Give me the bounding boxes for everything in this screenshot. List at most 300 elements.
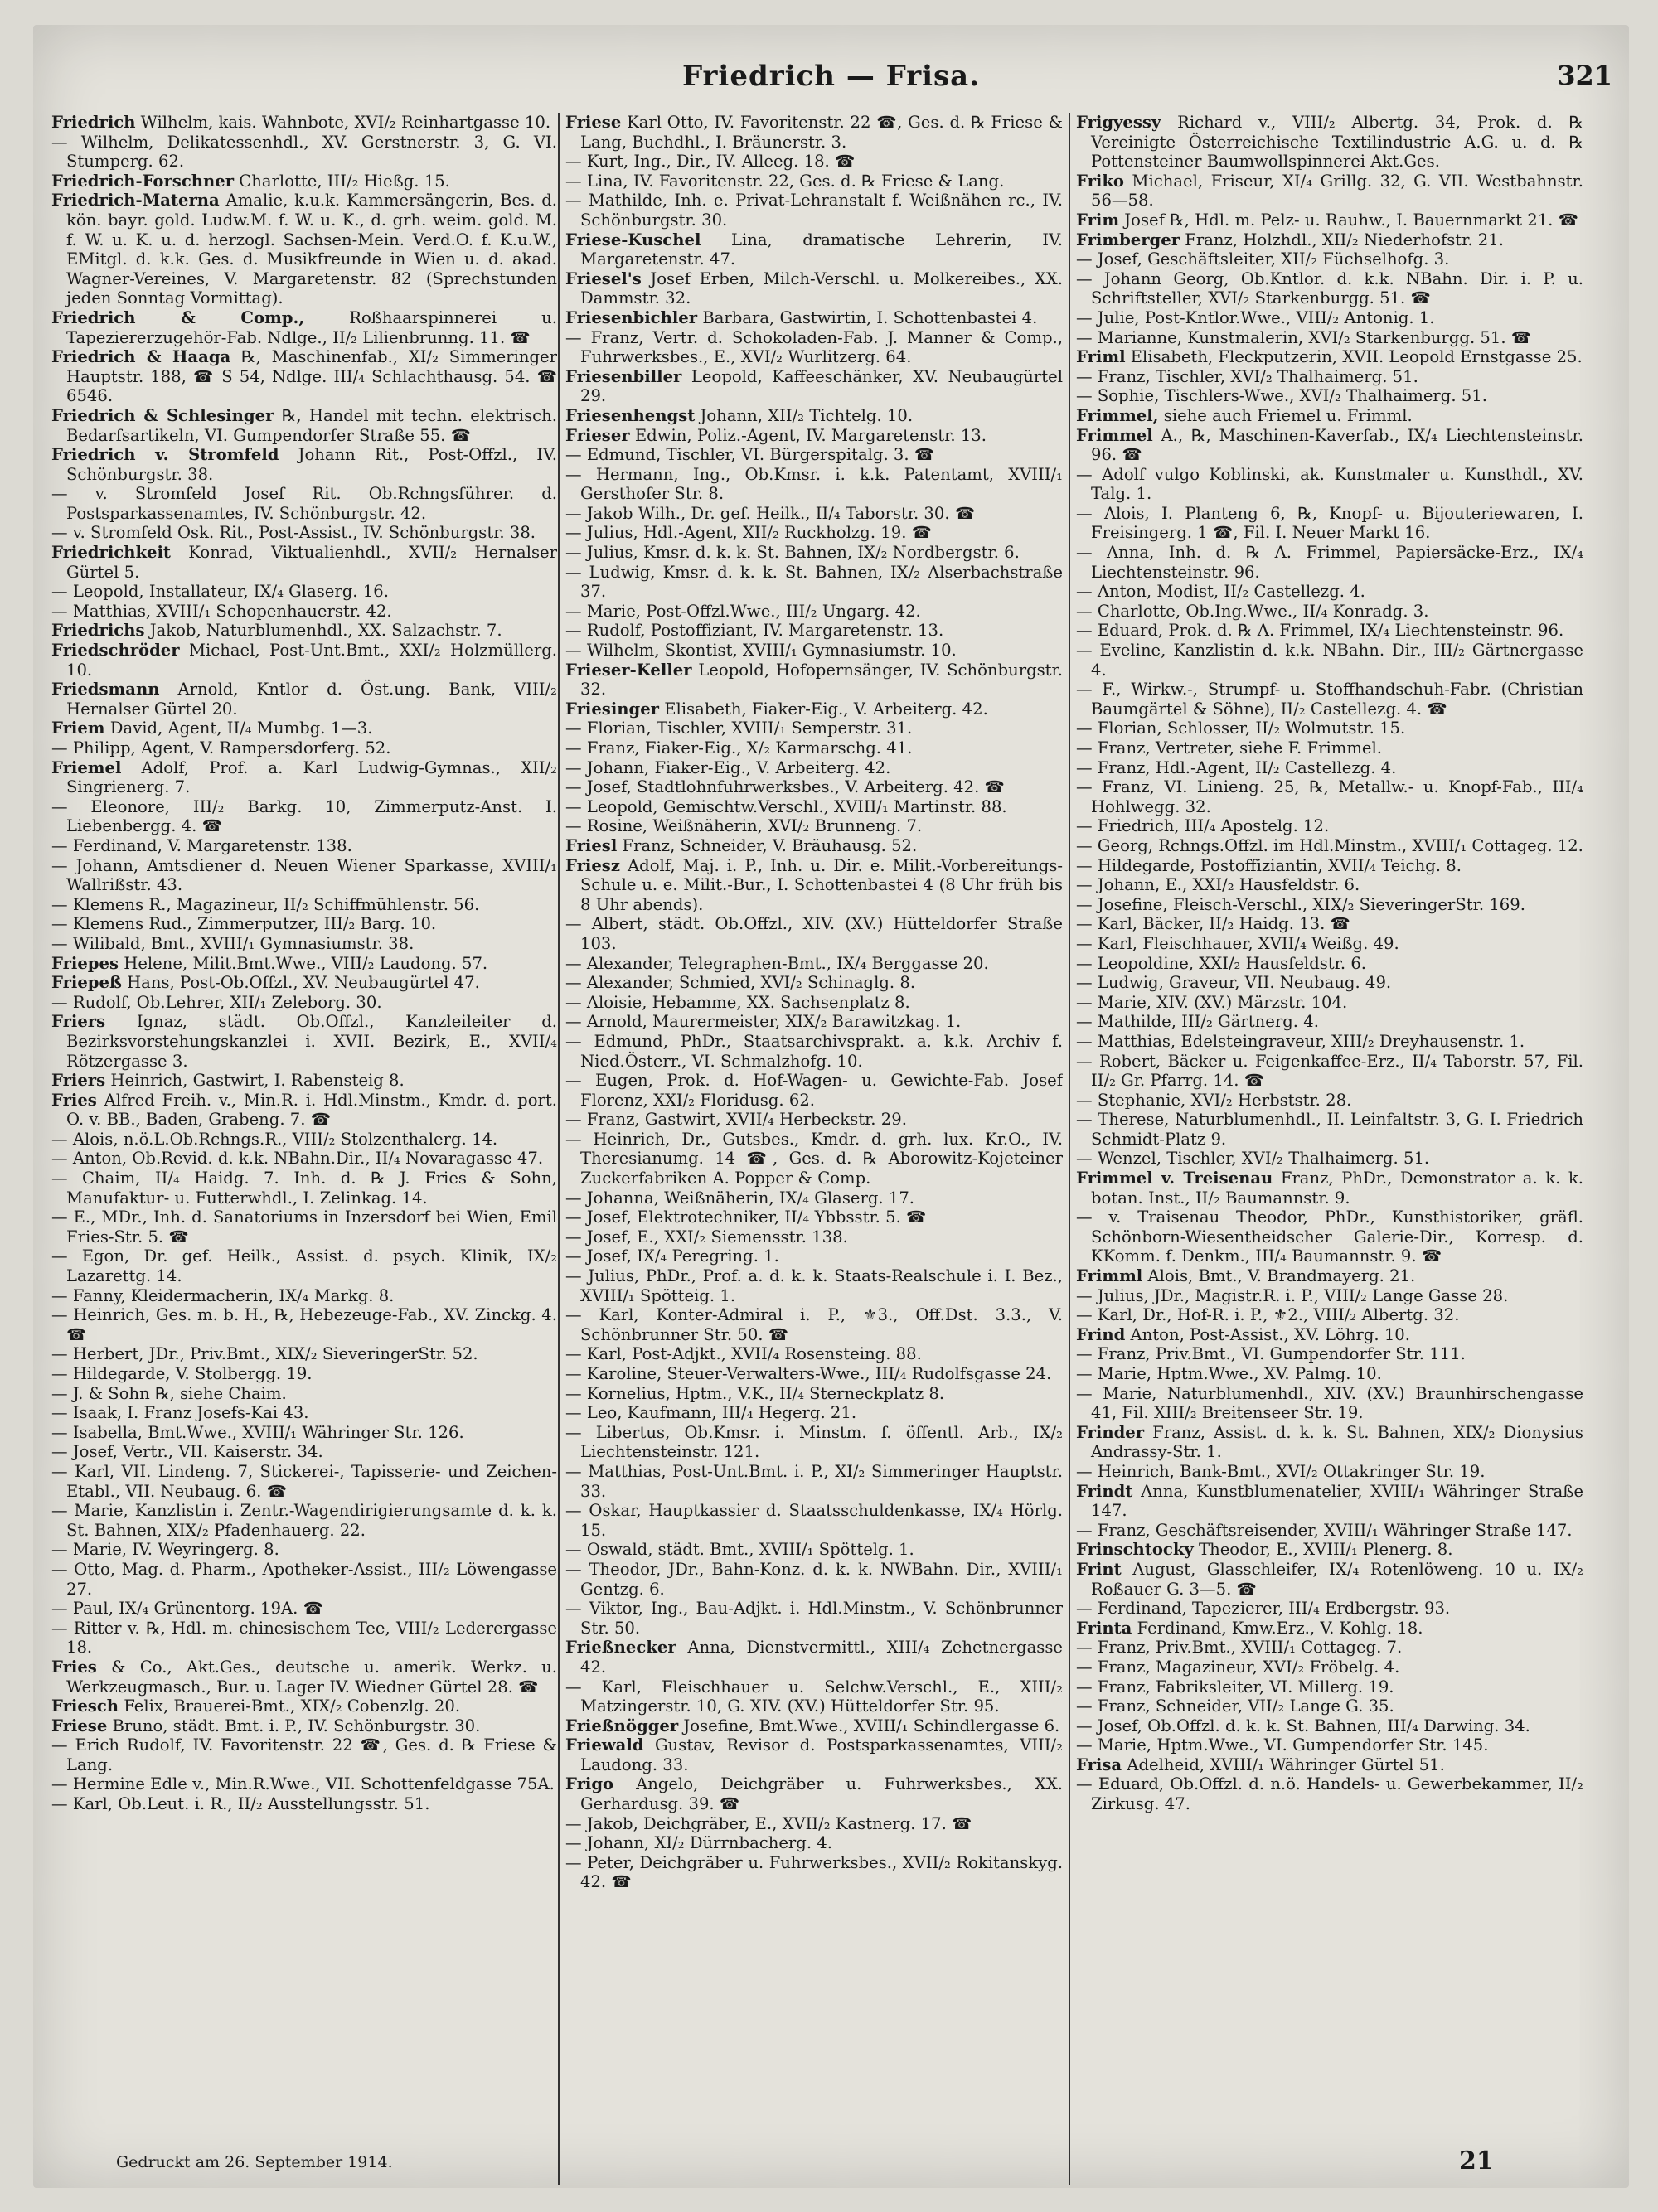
directory-entry: [565, 1266, 1063, 1305]
directory-entry: [565, 1032, 1063, 1071]
directory-entry: [1076, 426, 1583, 465]
entry-details: — Rosine, Weißnäherin, XVI/₂ Brunneng. 7.: [565, 816, 923, 836]
entry-details: Franz, PhDr., Demonstrator a. k. k. botan. Inst., II/₂ Baumannstr. 9.: [1091, 1169, 1583, 1208]
entry-details: Edwin, Poliz.-Agent, IV. Margaretenstr. 13.: [629, 425, 987, 445]
directory-entry: [51, 113, 557, 133]
directory-entry: [1076, 856, 1583, 876]
entry-details: — Lina, IV. Favoritenstr. 22, Ges. d. ℞ Friese & Lang.: [565, 171, 1005, 191]
entry-details: — Klemens Rud., Zimmerputzer, III/₂ Barg. 10.: [51, 914, 437, 934]
directory-entry: [51, 1071, 557, 1091]
directory-entry: [51, 1130, 557, 1150]
directory-entry: [1076, 1716, 1583, 1736]
entry-surname: Friese: [565, 113, 622, 132]
directory-entry: [51, 523, 557, 543]
directory-entry: [51, 914, 557, 934]
entry-details: — Heinrich, Dr., Gutsbes., Kmdr. d. grh. lux. Kr.O., IV. Theresianumg. 14 ☎, Ges. d. ℞ Aborowitz-Kojeteiner Zuckerfabriken A. Popper & Comp.: [565, 1129, 1063, 1188]
directory-entry: [51, 1501, 557, 1540]
entry-details: — Eugen, Prok. d. Hof-Wagen- u. Gewichte-Fab. Josef Florenz, XXI/₂ Floridusg. 62.: [565, 1071, 1063, 1110]
entry-details: — Karl, Fleischhauer u. Selchw.Verschl., E., XIII/₂ Matzingerstr. 10, G. XIV. (XV.) Hütteldorfer Str. 95.: [565, 1677, 1063, 1716]
directory-entry: [1076, 1110, 1583, 1149]
entry-details: — Anton, Modist, II/₂ Castellezg. 4.: [1076, 582, 1365, 602]
column-3: [1076, 113, 1583, 2160]
directory-entry: [1076, 1032, 1583, 1052]
directory-entry: [1076, 758, 1583, 778]
directory-entry: [1076, 738, 1583, 758]
entry-surname: Frimmel,: [1076, 405, 1159, 425]
entry-surname: Frindt: [1076, 1481, 1133, 1501]
page-title: Friedrich — Frisa.: [681, 60, 981, 93]
directory-entry: [1076, 543, 1583, 582]
entry-surname: Friers: [51, 1071, 106, 1091]
entry-details: Wilhelm, kais. Wahnbote, XVI/₂ Reinhartgasse 10.: [135, 113, 551, 132]
entry-surname: Frint: [1076, 1559, 1122, 1579]
entry-details: Jakob, Naturblumenhdl., XX. Salzachstr. 7.: [144, 621, 502, 641]
directory-entry: [565, 1560, 1063, 1599]
directory-entry: [51, 1735, 557, 1774]
directory-entry: [565, 1130, 1063, 1188]
directory-entry: [1076, 914, 1583, 934]
directory-entry: [1076, 504, 1583, 543]
entry-details: — Marie, Kanzlistin i. Zentr.-Wagendirigierungsamte d. k. k. St. Bahnen, XIX/₂ Pfadenhauerg. 22.: [51, 1501, 557, 1540]
directory-entry: [565, 1853, 1063, 1892]
directory-entry: [1076, 1208, 1583, 1266]
entry-details: — Kurt, Ing., Dir., IV. Alleeg. 18. ☎: [565, 152, 856, 172]
entry-surname: Friedsmann: [51, 680, 160, 699]
directory-entry: [1076, 777, 1583, 816]
entry-surname: Friesenbiller: [565, 366, 682, 386]
column-divider: [1069, 113, 1070, 2185]
directory-entry: [1076, 1638, 1583, 1658]
directory-entry: [1076, 875, 1583, 895]
directory-entry: [51, 738, 557, 758]
entry-surname: Friedrichkeit: [51, 543, 171, 563]
entry-details: — Rudolf, Ob.Lehrer, XII/₁ Zeleborg. 30.: [51, 992, 382, 1012]
directory-entry: [51, 1384, 557, 1404]
entry-details: Anna, Dienstvermittl., XIII/₄ Zehetnergasse 42.: [580, 1638, 1063, 1677]
entry-details: — Florian, Schlosser, II/₂ Wolmutstr. 15.: [1076, 719, 1406, 738]
directory-entry: [1076, 1169, 1583, 1208]
entry-details: — Alois, I. Planteng 6, ℞, Knopf- u. Bijouteriewaren, I. Freisingerg. 1 ☎, Fil. I. Neuer Markt 16.: [1076, 503, 1583, 543]
entry-details: — v. Stromfeld Osk. Rit., Post-Assist., IV. Schönburgstr. 38.: [51, 523, 536, 543]
directory-entry: [51, 1364, 557, 1384]
directory-entry: [1076, 1755, 1583, 1775]
entry-details: — Karl, VII. Lindeng. 7, Stickerei-, Tapisserie- und Zeichen-Etabl., VII. Neubaug. 6. ☎: [51, 1461, 557, 1501]
entry-details: Hans, Post-Ob.Offzl., XV. Neubaugürtel 47.: [121, 973, 480, 993]
entry-details: — Karl, Ob.Leut. i. R., II/₂ Ausstellungsstr. 51.: [51, 1794, 430, 1814]
entry-details: Konrad, Viktualienhdl., XVII/₂ Hernalser Gürtel 5.: [66, 543, 557, 582]
entry-details: — Egon, Dr. gef. Heilk., Assist. d. psych. Klinik, IX/₂ Lazarettg. 14.: [51, 1246, 557, 1286]
entry-surname: Frinta: [1076, 1618, 1132, 1638]
entry-surname: Friesel's: [565, 269, 642, 288]
entry-details: — Franz, Magazineur, XVI/₂ Fröbelg. 4.: [1076, 1657, 1400, 1677]
entry-surname: Frind: [1076, 1324, 1126, 1344]
directory-entry: [565, 602, 1063, 622]
directory-entry: [51, 758, 557, 797]
entry-details: — Chaim, II/₄ Haidg. 7. Inh. d. ℞ J. Fries & Sohn, Manufaktur- u. Futterwhdl., I. Zelinkag. 14.: [51, 1169, 557, 1208]
directory-entry: [1076, 621, 1583, 641]
entry-details: — Johann, Amtsdiener d. Neuen Wiener Sparkasse, XVIII/₁ Wallrißstr. 43.: [51, 855, 557, 895]
entry-details: — Matthias, XVIII/₁ Schopenhauerstr. 42.: [51, 601, 392, 621]
entry-details: — Johann, XI/₂ Dürrnbacherg. 4.: [565, 1833, 832, 1853]
directory-entry: [565, 1814, 1063, 1834]
directory-entry: [1076, 1091, 1583, 1111]
entry-surname: Friesinger: [565, 699, 660, 719]
directory-entry: [51, 1169, 557, 1208]
entry-details: — Hildegarde, V. Stolbergg. 19.: [51, 1364, 313, 1383]
entry-details: Michael, Friseur, XI/₄ Grillg. 32, G. VII. Westbahnstr. 56—58.: [1091, 171, 1583, 211]
entry-details: Alfred Freih. v., Min.R. i. Hdl.Minstm., Kmdr. d. port. O. v. BB., Baden, Grabeng. 7. ☎: [66, 1090, 557, 1130]
directory-entry: [565, 230, 1063, 269]
directory-entry: [565, 523, 1063, 543]
entry-details: — Matthias, Post-Unt.Bmt. i. P., XI/₂ Simmeringer Hauptstr. 33.: [565, 1461, 1063, 1501]
entry-details: — Ritter v. ℞, Hdl. m. chinesischem Tee, VIII/₂ Lederergasse 18.: [51, 1618, 557, 1658]
entry-details: — Franz, Fiaker-Eig., X/₂ Karmarschg. 41.: [565, 738, 913, 758]
entry-details: — Eduard, Prok. d. ℞ A. Frimmel, IX/₄ Liechtensteinstr. 96.: [1076, 621, 1564, 641]
entry-details: — E., MDr., Inh. d. Sanatoriums in Inzersdorf bei Wien, Emil Fries-Str. 5. ☎: [51, 1208, 557, 1246]
entry-details: — Marie, Post-Offzl.Wwe., III/₂ Ungarg. 42.: [565, 601, 921, 621]
entry-details: — Anton, Ob.Revid. d. k.k. NBahn.Dir., II/₄ Novaragasse 47.: [51, 1149, 544, 1169]
entry-surname: Frimml: [1076, 1266, 1143, 1286]
directory-entry: [51, 445, 557, 484]
entry-details: — Kornelius, Hptm., V.K., II/₄ Sterneckplatz 8.: [565, 1383, 945, 1403]
entry-surname: Frießnögger: [565, 1716, 679, 1735]
directory-entry: [1076, 1774, 1583, 1813]
entry-details: siehe auch Friemel u. Frimml.: [1158, 405, 1413, 425]
entry-details: — Ludwig, Kmsr. d. k. k. St. Bahnen, IX/₂ Alserbachstraße 37.: [565, 562, 1063, 602]
entry-details: — Marie, Hptm.Wwe., VI. Gumpendorfer Str. 145.: [1076, 1735, 1489, 1755]
entry-details: Barbara, Gastwirtin, I. Schottenbastei 4.: [697, 307, 1038, 327]
directory-entry: [1076, 973, 1583, 993]
entry-details: — Johann, E., XXI/₂ Hausfeldstr. 6.: [1076, 875, 1360, 895]
directory-entry: [565, 563, 1063, 602]
directory-entry: [51, 1658, 557, 1697]
directory-entry: [51, 1560, 557, 1599]
entry-details: — Franz, Vertr. d. Schokoladen-Fab. J. Manner & Comp., Fuhrwerksbes., E., XVI/₂ Wurlitzerg. 64.: [565, 327, 1063, 367]
entry-details: Roßhaarspinnerei u. Tapeziererzugehör-Fab. Ndlge., II/₂ Lilienbrunng. 11. ☎: [66, 307, 557, 347]
directory-entry: [565, 1188, 1063, 1208]
entry-details: — Franz, Schneider, VII/₂ Lange G. 35.: [1076, 1697, 1394, 1716]
entry-details: — Franz, Gastwirt, XVII/₄ Herbeckstr. 29.: [565, 1110, 907, 1130]
directory-entry: [51, 1619, 557, 1658]
entry-surname: Friedrich & Comp.,: [51, 307, 305, 327]
directory-entry: [51, 1286, 557, 1306]
entry-details: — Franz, Vertreter, siehe F. Frimmel.: [1076, 738, 1382, 758]
directory-entry: [565, 269, 1063, 308]
entry-details: Karl Otto, IV. Favoritenstr. 22 ☎, Ges. d. ℞ Friese & Lang, Buchdhl., I. Bräunerstr. 3.: [580, 113, 1063, 152]
directory-entry: [565, 445, 1063, 465]
entry-details: Anton, Post-Assist., XV. Löhrg. 10.: [1125, 1324, 1410, 1344]
entry-details: — Johanna, Weißnäherin, IX/₄ Glaserg. 17.: [565, 1188, 915, 1208]
directory-entry: [565, 172, 1063, 191]
entry-surname: Frieser-Keller: [565, 660, 692, 680]
directory-entry: [51, 973, 557, 993]
directory-entry: [565, 621, 1063, 641]
entry-details: — Viktor, Ing., Bau-Adjkt. i. Hdl.Minstm., V. Schönbrunner Str. 50.: [565, 1599, 1063, 1638]
page-number: 321: [1557, 60, 1612, 91]
directory-entry: [51, 856, 557, 895]
entry-details: — Libertus, Ob.Kmsr. i. Minstm. f. öffentl. Arb., IX/₂ Liechtensteinstr. 121.: [565, 1422, 1063, 1462]
directory-entry: [565, 1227, 1063, 1247]
entry-details: Franz, Schneider, V. Bräuhausg. 52.: [617, 835, 918, 855]
entry-details: — Julie, Post-Kntlor.Wwe., VIII/₂ Antonig. 1.: [1076, 307, 1435, 327]
entry-details: — Klemens R., Magazineur, II/₂ Schiffmühlenstr. 56.: [51, 894, 480, 914]
entry-details: Elisabeth, Fleckputzerin, XVII. Leopold Ernstgasse 25.: [1125, 347, 1583, 367]
entry-details: — Franz, Tischler, XVI/₂ Thalhaimerg. 51.: [1076, 366, 1418, 386]
directory-entry: [565, 113, 1063, 152]
entry-surname: Friedrich: [51, 113, 136, 132]
entry-details: — v. Stromfeld Josef Rit. Ob.Rchngsführer. d. Postsparkassenamtes, IV. Schönburgstr. 42.: [51, 484, 557, 523]
entry-surname: Frinder: [1076, 1422, 1145, 1442]
entry-surname: Friedrichs: [51, 621, 145, 641]
entry-surname: Frigyessy: [1076, 113, 1161, 132]
entry-details: Josefine, Bmt.Wwe., XVIII/₁ Schindlergasse 6.: [678, 1716, 1060, 1735]
entry-details: — Karl, Dr., Hof-R. i. P., ⚜2., VIII/₂ Albertg. 32.: [1076, 1305, 1460, 1325]
entry-details: — Karl, Post-Adjkt., XVII/₄ Rosensteing. 88.: [565, 1344, 922, 1364]
directory-entry: [1076, 172, 1583, 211]
entry-details: Johann Rit., Post-Offzl., IV. Schönburgstr. 38.: [66, 445, 557, 484]
entry-details: Leopold, Hofopernsänger, IV. Schönburgstr. 32.: [580, 660, 1063, 699]
entry-details: — Heinrich, Bank-Bmt., XVI/₂ Ottakringer Str. 19.: [1076, 1461, 1486, 1481]
entry-details: — Josef, Ob.Offzl. d. k. k. St. Bahnen, III/₄ Darwing. 34.: [1076, 1716, 1530, 1735]
directory-entry: [565, 719, 1063, 738]
directory-entry: [565, 973, 1063, 993]
entry-details: — Ferdinand, Tapezierer, III/₄ Erdbergstr. 93.: [1076, 1599, 1451, 1619]
entry-surname: Frigo: [565, 1774, 614, 1794]
entry-details: — Josef, E., XXI/₂ Siemensstr. 138.: [565, 1227, 848, 1246]
directory-entry: [565, 1071, 1063, 1110]
entry-surname: Fries: [51, 1657, 97, 1677]
entry-details: — Wenzel, Tischler, XVI/₂ Thalhaimerg. 51.: [1076, 1149, 1430, 1169]
directory-entry: [1076, 816, 1583, 836]
entry-surname: Friese-Kuschel: [565, 230, 701, 249]
entry-surname: Frim: [1076, 210, 1120, 230]
entry-details: — Stephanie, XVI/₂ Herbststr. 28.: [1076, 1090, 1352, 1110]
directory-entry: [1076, 602, 1583, 622]
directory-entry: [1076, 1482, 1583, 1521]
entry-details: — Erich Rudolf, IV. Favoritenstr. 22 ☎, Ges. d. ℞ Friese & Lang.: [51, 1735, 557, 1774]
directory-entry: [1076, 230, 1583, 250]
entry-details: — Eduard, Ob.Offzl. d. n.ö. Handels- u. Gewerbekammer, II/₂ Zirkusg. 47.: [1076, 1774, 1583, 1814]
directory-entry: [1076, 249, 1583, 269]
entry-details: — Hermann, Ing., Ob.Kmsr. i. k.k. Patentamt, XVIII/₁ Gersthofer Str. 8.: [565, 464, 1063, 504]
directory-entry: [51, 621, 557, 641]
entry-surname: Friml: [1076, 347, 1126, 367]
directory-entry: [565, 856, 1063, 915]
directory-entry: [51, 895, 557, 915]
entry-details: — Karl, Fleischhauer, XVII/₄ Weißg. 49.: [1076, 933, 1399, 953]
entry-details: — Wilibald, Bmt., XVIII/₁ Gymnasiumstr. 38.: [51, 933, 414, 953]
entry-details: Adolf, Prof. a. Karl Ludwig-Gymnas., XII/₂ Singrienerg. 7.: [66, 758, 557, 797]
entry-surname: Friepes: [51, 953, 119, 973]
directory-entry: [1076, 308, 1583, 328]
entry-details: — Rudolf, Postoffiziant, IV. Margaretenstr. 13.: [565, 621, 944, 641]
entry-details: — v. Traisenau Theodor, PhDr., Kunsthistoriker, gräfl. Schönborn-Wiesentheidscher Galerie-Dir., Korresp. d. KKomm. f. Denkm., III/₄ Baumannstr. 9. ☎: [1076, 1208, 1583, 1266]
directory-entry: [1076, 1052, 1583, 1091]
directory-entry: [565, 816, 1063, 836]
directory-entry: [1076, 719, 1583, 738]
directory-entry: [565, 661, 1063, 699]
entry-details: — Anna, Inh. d. ℞ A. Frimmel, Papiersäcke-Erz., IX/₄ Liechtensteinstr. 96.: [1076, 543, 1583, 582]
entry-details: — Jakob Wilh., Dr. gef. Heilk., II/₄ Taborstr. 30. ☎: [565, 503, 976, 523]
entry-details: — Josef, Elektrotechniker, II/₄ Ybbsstr. 5. ☎: [565, 1208, 927, 1227]
entry-details: — Josef, IX/₄ Peregring. 1.: [565, 1246, 779, 1266]
directory-entry: [565, 1540, 1063, 1560]
entry-surname: Friedrich-Materna: [51, 191, 220, 211]
entry-details: — Johann, Fiaker-Eig., V. Arbeiterg. 42.: [565, 758, 891, 777]
entry-details: — F., Wirkw.-, Strumpf- u. Stoffhandschuh-Fabr. (Christian Baumgärtel & Söhne), II/₂ Castellezg. 4. ☎: [1076, 680, 1583, 719]
entry-details: — Herbert, JDr., Priv.Bmt., XIX/₂ SieveringerStr. 52.: [51, 1344, 478, 1364]
directory-entry: [1076, 465, 1583, 504]
directory-entry: [1076, 836, 1583, 856]
directory-entry: [51, 1794, 557, 1814]
directory-entry: [51, 680, 557, 719]
directory-entry: [565, 1208, 1063, 1227]
directory-entry: [1076, 1423, 1583, 1462]
directory-entry: [565, 1599, 1063, 1638]
entry-surname: Friedrich-Forschner: [51, 171, 235, 191]
entry-details: Josef ℞, Hdl. m. Pelz- u. Rauhw., I. Bauernmarkt 21. ☎: [1119, 210, 1579, 230]
directory-entry: [51, 543, 557, 582]
print-date: Gedruckt am 26. September 1914.: [116, 2153, 393, 2171]
entry-details: — Leopold, Gemischtw.Verschl., XVIII/₁ Martinstr. 88.: [565, 796, 1007, 816]
directory-entry: [1076, 895, 1583, 915]
entry-details: — Marie, XIV. (XV.) Märzstr. 104.: [1076, 992, 1348, 1012]
entry-details: — Alois, n.ö.L.Ob.Rchngs.R., VIII/₂ Stolzenthalerg. 14.: [51, 1129, 498, 1149]
entry-details: — Franz, VI. Linieng. 25, ℞, Metallw.- u. Knopf-Fab., III/₄ Hohlwegg. 32.: [1076, 777, 1583, 816]
directory-entry: [51, 308, 557, 347]
directory-entry: [1076, 641, 1583, 680]
directory-entry: [565, 758, 1063, 778]
entry-surname: Friedschröder: [51, 641, 180, 661]
entry-surname: Friesz: [565, 855, 620, 875]
entry-details: — Julius, Hdl.-Agent, XII/₂ Ruckholzg. 19. ☎: [565, 523, 933, 543]
directory-entry: [1076, 1599, 1583, 1619]
directory-entry: [1076, 386, 1583, 406]
entry-details: — Eleonore, III/₂ Barkg. 10, Zimmerputz-Anst. I. Liebenbergg. 4. ☎: [51, 796, 557, 836]
entry-details: Alois, Bmt., V. Brandmayerg. 21.: [1142, 1266, 1416, 1286]
directory-entry: [1076, 1149, 1583, 1169]
entry-details: — Franz, Priv.Bmt., XVIII/₁ Cottageg. 7.: [1076, 1638, 1403, 1658]
directory-entry: [565, 1716, 1063, 1736]
directory-entry: [51, 641, 557, 680]
directory-entry: [1076, 1364, 1583, 1384]
directory-entry: [565, 836, 1063, 856]
entry-surname: Friko: [1076, 171, 1124, 191]
directory-entry: [51, 836, 557, 856]
directory-entry: [1076, 347, 1583, 367]
directory-entry: [1076, 1658, 1583, 1677]
entry-details: — Adolf vulgo Koblinski, ak. Kunstmaler u. Kunsthdl., XV. Talg. 1.: [1076, 464, 1583, 504]
entry-details: — Oswald, städt. Bmt., XVIII/₁ Spöttelg. 1.: [565, 1540, 914, 1560]
entry-details: — Marie, Hptm.Wwe., XV. Palmg. 10.: [1076, 1364, 1382, 1383]
entry-details: Anna, Kunstblumenatelier, XVIII/₁ Währinger Straße 147.: [1091, 1481, 1583, 1521]
entry-details: — Arnold, Maurermeister, XIX/₂ Barawitzkag. 1.: [565, 1012, 962, 1032]
directory-entry: [1076, 269, 1583, 308]
directory-entry: [51, 1208, 557, 1246]
directory-entry: [51, 582, 557, 602]
entry-surname: Frieser: [565, 425, 630, 445]
entry-details: Johann, XII/₂ Tichtelg. 10.: [695, 405, 914, 425]
directory-entry: [565, 1305, 1063, 1344]
directory-entry: [51, 347, 557, 406]
directory-entry: [565, 308, 1063, 328]
entry-details: — Leopold, Installateur, IX/₄ Glaserg. 16.: [51, 582, 389, 602]
directory-entry: [565, 1246, 1063, 1266]
entry-details: — Marie, Naturblumenhdl., XIV. (XV.) Braunhirschengasse 41, Fil. XIII/₂ Breitenseer Str. 19.: [1076, 1383, 1583, 1423]
entry-details: Felix, Brauerei-Bmt., XIX/₂ Cobenzlg. 20.: [119, 1697, 461, 1716]
directory-entry: [1076, 1325, 1583, 1345]
entry-details: — Peter, Deichgräber u. Fuhrwerksbes., XVII/₂ Rokitanskyg. 42. ☎: [565, 1852, 1063, 1892]
directory-entry: [51, 1697, 557, 1716]
entry-details: — Matthias, Edelsteingraveur, XIII/₂ Dreyhausenstr. 1.: [1076, 1031, 1525, 1051]
entry-details: — Marianne, Kunstmalerin, XVI/₂ Starkenburgg. 51. ☎: [1076, 327, 1532, 347]
entry-details: Heinrich, Gastwirt, I. Rabensteig 8.: [105, 1071, 405, 1091]
entry-details: — Franz, Priv.Bmt., VI. Gumpendorfer Str. 111.: [1076, 1344, 1466, 1364]
entry-details: — Edmund, Tischler, VI. Bürgerspitalg. 3. ☎: [565, 445, 935, 465]
entry-details: — Otto, Mag. d. Pharm., Apotheker-Assist., III/₂ Löwengasse 27.: [51, 1559, 557, 1599]
directory-entry: [565, 1501, 1063, 1540]
directory-entry: [51, 406, 557, 445]
entry-details: — Paul, IX/₄ Grünentorg. 19A. ☎: [51, 1599, 323, 1619]
entry-details: — Ferdinand, V. Margaretenstr. 138.: [51, 835, 352, 855]
directory-entry: [565, 367, 1063, 406]
entry-details: — Josef, Geschäftsleiter, XII/₂ Füchselhofg. 3.: [1076, 249, 1450, 269]
directory-entry: [565, 426, 1063, 446]
entry-details: David, Agent, II/₄ Mumbg. 1—3.: [104, 719, 373, 738]
directory-entry: [1076, 1305, 1583, 1325]
directory-entry: [565, 1403, 1063, 1423]
directory-entry: [51, 1149, 557, 1169]
entry-details: Michael, Post-Unt.Bmt., XXI/₂ Holzmüllerg. 10.: [66, 641, 557, 680]
entry-details: — Wilhelm, Skontist, XVIII/₁ Gymnasiumstr. 10.: [565, 641, 957, 661]
entry-details: Franz, Assist. d. k. k. St. Bahnen, XIX/₂ Dionysius Andrassy-Str. 1.: [1091, 1422, 1583, 1462]
page-header: [33, 56, 1629, 98]
entry-details: — Hildegarde, Postoffiziantin, XVII/₄ Teichg. 8.: [1076, 855, 1462, 875]
directory-entry: [51, 1716, 557, 1736]
directory-entry: [565, 1833, 1063, 1853]
entry-details: — Robert, Bäcker u. Feigenkaffee-Erz., II/₄ Taborstr. 57, Fil. II/₂ Gr. Pfarrg. 14. ☎: [1076, 1051, 1583, 1091]
directory-entry: [51, 1462, 557, 1501]
directory-entry: [1076, 1735, 1583, 1755]
directory-entry: [1076, 1012, 1583, 1032]
entry-details: — Charlotte, Ob.Ing.Wwe., II/₄ Konradg. 3.: [1076, 601, 1429, 621]
directory-entry: [565, 738, 1063, 758]
directory-entry: [565, 328, 1063, 367]
entry-details: Lina, dramatische Lehrerin, IV. Margaretenstr. 47.: [580, 230, 1063, 269]
directory-entry: [565, 1110, 1063, 1130]
directory-entry: [51, 1599, 557, 1619]
entry-details: — Karl, Bäcker, II/₂ Haidg. 13. ☎: [1076, 914, 1350, 934]
entry-details: Adelheid, XVIII/₁ Währinger Gürtel 51.: [1122, 1755, 1445, 1774]
directory-entry: [1076, 113, 1583, 172]
directory-entry: [51, 934, 557, 954]
entry-details: — Florian, Tischler, XVIII/₁ Semperstr. 31.: [565, 719, 913, 738]
entry-details: Angelo, Deichgräber u. Fuhrwerksbes., XX. Gerhardusg. 39. ☎: [580, 1774, 1063, 1814]
directory-entry: [51, 719, 557, 738]
entry-details: — Edmund, PhDr., Staatsarchivsprakt. a. k.k. Archiv f. Nied.Österr., VI. Schmalzhofg. 10.: [565, 1031, 1063, 1071]
directory-entry: [565, 1344, 1063, 1364]
directory-entry: [51, 1012, 557, 1071]
directory-entry: [1076, 1619, 1583, 1638]
directory-entry: [1076, 1540, 1583, 1560]
entry-surname: Friesenbichler: [565, 307, 698, 327]
directory-entry: [565, 641, 1063, 661]
directory-entry: [51, 172, 557, 191]
directory-entry: [1076, 993, 1583, 1013]
entry-details: Charlotte, III/₂ Hießg. 15.: [234, 171, 450, 191]
column-1: [51, 113, 557, 2160]
directory-entry: [1076, 1697, 1583, 1716]
